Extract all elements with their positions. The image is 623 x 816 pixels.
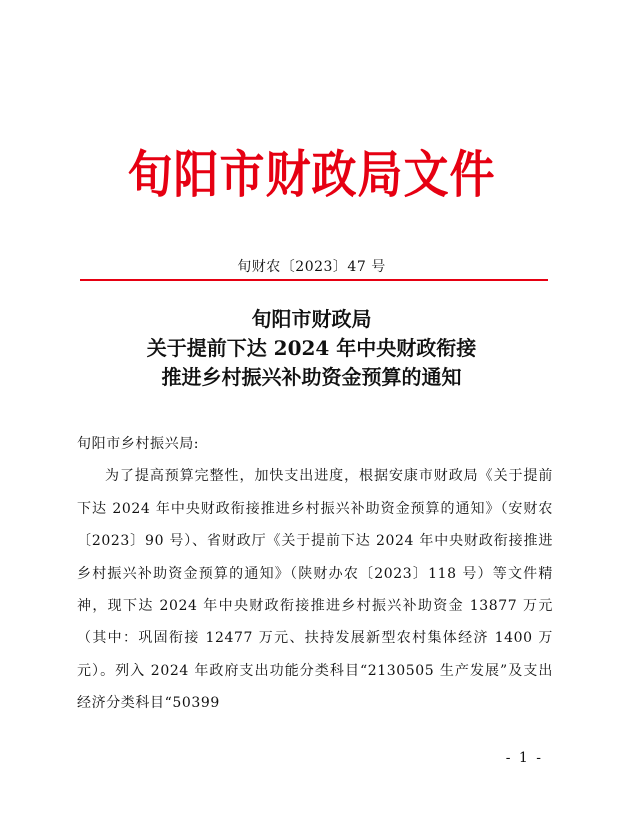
title-line-2: 关于提前下达 2024 年中央财政衔接 — [146, 336, 477, 360]
document-number: 旬财农〔2023〕47 号 — [237, 259, 386, 275]
page-number: - 1 - — [505, 750, 543, 766]
body-paragraph: 为了提高预算完整性，加快支出进度，根据安康市财政局《关于提前下达 2024 年中央财政衔接推进乡村振兴补助资金预算的通知》（安财农〔2023〕90 号）、省财政厅《关于提前下达 2024 年中央财政衔接推进乡村振兴补助资金预算的通知》（陕财办农〔2023〕118 号）等文件精神，现下达 2024 年中央财政衔接推进乡村振兴补助资金 13877 万元（其中：巩固衔接 12477 万元、扶持发展新型农村集体经济 1400 万元）。列入 2024 年政府支出功能分类科目“2130505 生产发展”及支出经济分类科目“50399 — [77, 468, 553, 712]
salutation: 旬阳市乡村振兴局: — [77, 436, 200, 452]
title-line-1: 旬阳市财政局 — [251, 307, 372, 331]
red-separator-line — [80, 279, 548, 281]
document-masthead: 旬阳市财政局文件 — [127, 144, 496, 205]
document-body — [77, 428, 553, 720]
document-title — [40, 305, 583, 392]
title-line-3: 推进乡村振兴补助资金预算的通知 — [161, 365, 462, 389]
